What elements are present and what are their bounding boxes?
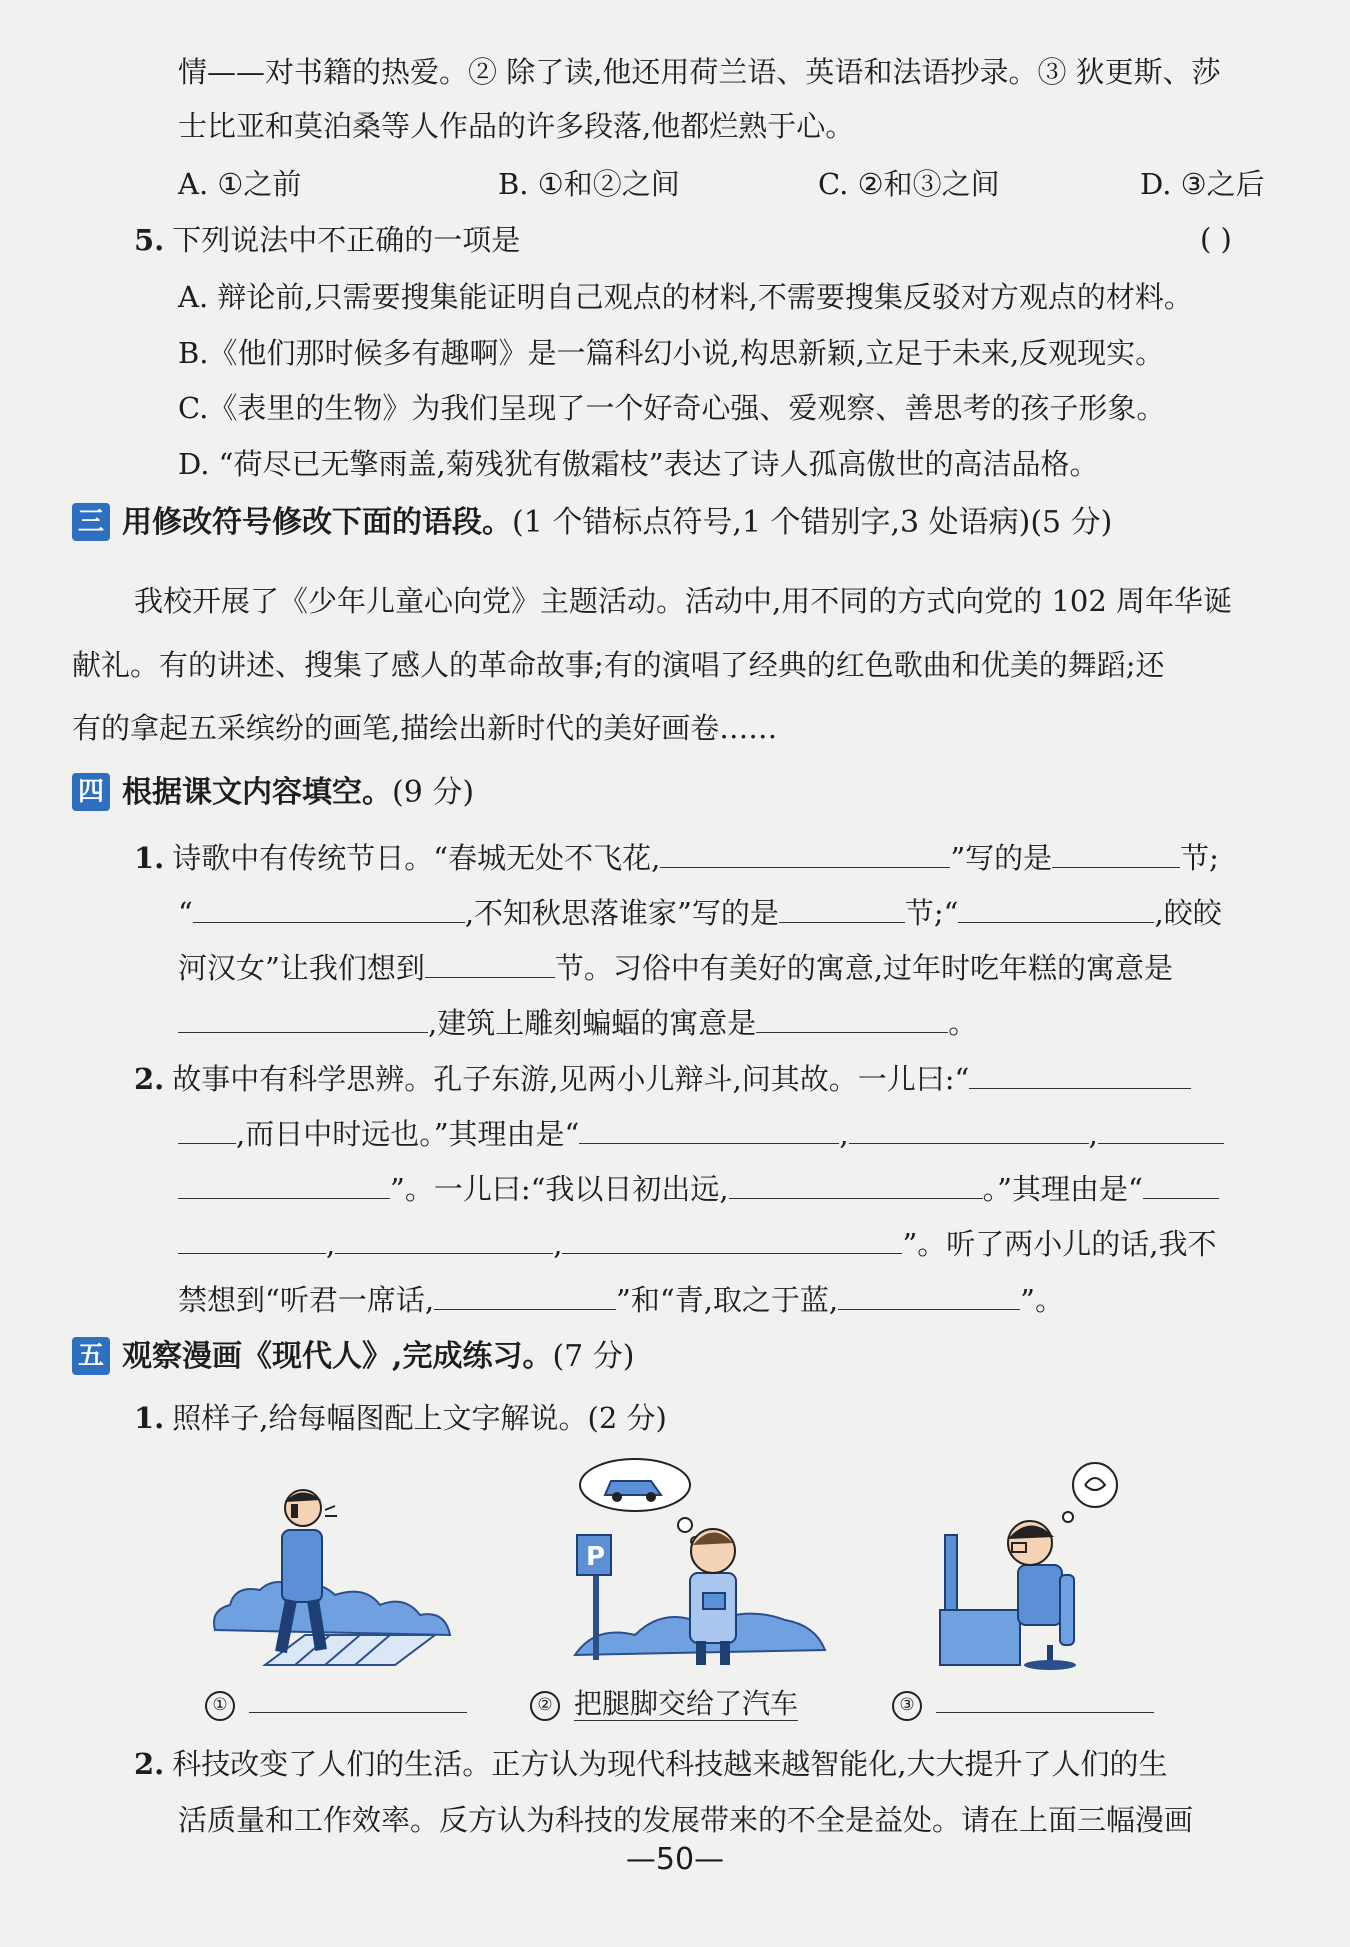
question-5 xyxy=(134,220,520,260)
fill-blank[interactable] xyxy=(756,1002,948,1033)
parking-sign-letter: P xyxy=(586,1542,606,1572)
fill-blank[interactable] xyxy=(178,1113,236,1144)
sec4-q1-line2: “ ,不知秋思落谁家”写的是 节;“ ,皎皎 xyxy=(178,892,1222,933)
paragraph-line: 我校开展了《少年儿童心向党》主题活动。活动中,用不同的方式向党的 102 周年华诞 xyxy=(134,584,1233,618)
fill-blank[interactable] xyxy=(178,1002,428,1033)
fill-blank[interactable] xyxy=(434,1279,616,1310)
option-row xyxy=(178,164,1265,204)
sec4-q2-line3: ”。一儿曰:“我以日初出远, 。”其理由是“ xyxy=(178,1168,1219,1209)
passage-line: 士比亚和莫泊桑等人作品的许多段落,他都烂熟于心。 xyxy=(178,109,855,143)
sec4-q2-line4: , , ”。听了两小儿的话,我不 xyxy=(178,1223,1216,1264)
cartoon-car-dreamer xyxy=(555,1455,835,1675)
page-number: —50— xyxy=(625,1842,725,1877)
answer-paren[interactable]: ( ) xyxy=(1200,222,1232,256)
section-3-header xyxy=(72,502,1112,544)
caption-2: ② 把腿脚交给了汽车 xyxy=(530,1682,798,1722)
fill-blank[interactable] xyxy=(178,1223,326,1254)
passage-line: 情——对书籍的热爱。② 除了读,他还用荷兰语、英语和法语抄录。③ 狄更斯、莎 xyxy=(178,55,1221,89)
section-note: (7 分) xyxy=(552,1339,635,1374)
q5-option-d: D. “荷尽已无擎雨盖,菊残犹有傲霜枝”表达了诗人孤高傲世的高洁品格。 xyxy=(178,447,1099,481)
q5-option-b: B.《他们那时候多有趣啊》是一篇科幻小说,构思新颖,立足于未来,反观现实。 xyxy=(178,336,1165,370)
fill-blank[interactable] xyxy=(1143,1168,1219,1199)
option: D. ③之后 xyxy=(1140,167,1265,201)
section-badge: 四 xyxy=(72,773,110,811)
section-title: 观察漫画《现代人》,完成练习。 xyxy=(122,1339,553,1374)
option: B. ①和②之间 xyxy=(498,167,680,201)
option: C. ②和③之间 xyxy=(818,167,1000,201)
sec5-q2-line1: 2. 科技改变了人们的生活。正方认为现代科技越来越智能化,大大提升了人们的生 xyxy=(134,1747,1168,1781)
paragraph-line: 有的拿起五采缤纷的画笔,描绘出新时代的美好画卷…… xyxy=(72,711,778,745)
option: A. ①之前 xyxy=(178,167,302,201)
sec4-q2-line2: ,而日中时远也。”其理由是“ , , xyxy=(178,1113,1224,1154)
fill-blank[interactable] xyxy=(178,1168,390,1199)
sec4-q1-line4: ,建筑上雕刻蝙蝠的寓意是 。 xyxy=(178,1002,977,1043)
fill-blank[interactable] xyxy=(193,892,465,923)
fill-blank[interactable] xyxy=(958,892,1154,923)
fill-blank[interactable] xyxy=(335,1223,553,1254)
fill-blank[interactable] xyxy=(969,1058,1191,1089)
cartoon-computer-user xyxy=(930,1455,1150,1670)
fill-blank[interactable] xyxy=(729,1168,983,1199)
sec5-q2-line2: 活质量和工作效率。反方认为科技的发展带来的不全是益处。请在上面三幅漫画 xyxy=(178,1803,1194,1837)
section-4-header xyxy=(72,772,474,814)
sec4-q2-line1: 2. 故事中有科学思辨。孔子东游,见两小儿辩斗,问其故。一儿曰:“ xyxy=(134,1058,1191,1099)
sec4-q2-line5: 禁想到“听君一席话, ”和“青,取之于蓝, ”。 xyxy=(178,1279,1064,1320)
question-number: 2. xyxy=(134,1062,165,1096)
q5-option-a: A. 辩论前,只需要搜集能证明自己观点的材料,不需要搜集反驳对方观点的材料。 xyxy=(178,280,1193,314)
caption-1: ① xyxy=(205,1682,467,1721)
section-5-header xyxy=(72,1336,634,1378)
fill-blank[interactable] xyxy=(849,1113,1089,1144)
paragraph-line: 献礼。有的讲述、搜集了感人的革命故事;有的演唱了经典的红色歌曲和优美的舞蹈;还 xyxy=(72,648,1165,682)
question-number: 2. xyxy=(134,1747,165,1781)
fill-blank[interactable] xyxy=(1098,1113,1224,1144)
fill-blank[interactable] xyxy=(579,1113,839,1144)
section-note: (1 个错标点符号,1 个错别字,3 处语病)(5 分) xyxy=(512,505,1113,540)
fill-blank[interactable] xyxy=(838,1279,1020,1310)
question-number: 5. xyxy=(134,223,165,257)
caption-blank[interactable] xyxy=(249,1682,467,1713)
cartoon-phone-walker xyxy=(205,1470,465,1670)
q5-option-c: C.《表里的生物》为我们呈现了一个好奇心强、爱观察、善思考的孩子形象。 xyxy=(178,391,1166,425)
section-badge: 五 xyxy=(72,1337,110,1375)
fill-blank[interactable] xyxy=(660,837,950,868)
section-note: (9 分) xyxy=(392,775,475,810)
question-number: 1. xyxy=(134,1401,165,1435)
caption-blank[interactable] xyxy=(936,1682,1154,1713)
fill-blank[interactable] xyxy=(779,892,905,923)
sec4-q1-line3: 河汉女”让我们想到 节。习俗中有美好的寓意,过年时吃年糕的寓意是 xyxy=(178,947,1173,988)
fill-blank[interactable] xyxy=(1052,837,1180,868)
sec4-q1-line1: 1. 诗歌中有传统节日。“春城无处不飞花, ”写的是 节; xyxy=(134,837,1219,878)
section-badge: 三 xyxy=(72,503,110,541)
section-title: 用修改符号修改下面的语段。 xyxy=(122,505,512,540)
section-title: 根据课文内容填空。 xyxy=(122,775,392,810)
fill-blank[interactable] xyxy=(425,947,555,978)
caption-3: ③ xyxy=(892,1682,1154,1721)
fill-blank[interactable] xyxy=(562,1223,902,1254)
question-stem: 下列说法中不正确的一项是 xyxy=(172,223,521,257)
sec5-q1: 1. 照样子,给每幅图配上文字解说。(2 分) xyxy=(134,1401,667,1435)
question-number: 1. xyxy=(134,841,165,875)
